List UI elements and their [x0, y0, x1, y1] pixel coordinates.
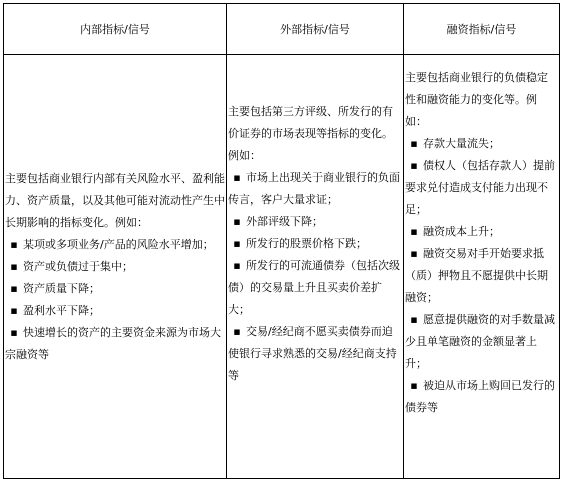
- bullet-icon: ▪: [10, 259, 18, 273]
- list-item-text: 市场上出现关于商业银行的负面传言，客户大量求证；: [228, 171, 400, 206]
- list-item-text: 快速增长的资产的主要资金来源为市场大宗融资等: [5, 325, 221, 361]
- list-item-text: 资产或负债过于集中；: [23, 259, 133, 273]
- list-item: [228, 233, 402, 255]
- list-item: [228, 211, 402, 233]
- list-item: [405, 243, 558, 309]
- bullet-icon: ▪: [410, 159, 418, 172]
- list-item: [228, 255, 402, 321]
- list-item-text: 融资交易对手开始要求抵（质）押物且不愿提供中长期融资；: [405, 247, 548, 304]
- list-item: [5, 234, 225, 256]
- list-item: [228, 321, 402, 387]
- cell-intro: 主要包括商业银行内部有关风险水平、盈利能力、资产质量，以及其他可能对流动性产生中长期影响的指标变化。例如：: [5, 171, 225, 229]
- list-item: [228, 167, 402, 211]
- cell-intro: 主要包括第三方评级、所发行的有价证券的市场表现等指标的变化。例如：: [228, 105, 393, 162]
- bullet-icon: ▪: [10, 237, 18, 251]
- cell-internal: [4, 55, 227, 479]
- list-item-text: 所发行的可流通债券（包括次级债）的交易量上升且买卖价差扩大；: [228, 259, 400, 316]
- list-item-text: 盈利水平下降；: [23, 303, 100, 317]
- list-item: [405, 375, 558, 419]
- liquidity-signals-table: [3, 3, 560, 479]
- list-item-text: 愿意提供融资的对手数量减少且单笔融资的金额显著上升；: [405, 313, 555, 370]
- list-item: [405, 155, 558, 221]
- header-internal: 内部指标/信号: [4, 4, 227, 55]
- bullet-icon: ▪: [233, 215, 241, 228]
- bullet-icon: ▪: [10, 325, 18, 339]
- header-external: 外部指标/信号: [227, 4, 404, 55]
- list-item-text: 融资成本上升；: [423, 225, 500, 238]
- list-item-text: 外部评级下降；: [246, 215, 323, 228]
- cell-financing: [404, 55, 560, 479]
- bullet-icon: ▪: [233, 259, 241, 272]
- list-item-text: 被迫从市场上购回已发行的债券等: [405, 379, 555, 414]
- list-item: [5, 322, 225, 366]
- bullet-icon: ▪: [410, 225, 418, 238]
- bullet-icon: ▪: [410, 313, 418, 326]
- bullet-icon: ▪: [410, 379, 418, 392]
- header-financing: 融资指标/信号: [404, 4, 560, 55]
- bullet-icon: ▪: [10, 303, 18, 317]
- bullet-icon: ▪: [10, 281, 18, 295]
- list-item-text: 所发行的股票价格下跌；: [246, 237, 367, 250]
- bullet-icon: ▪: [233, 171, 241, 184]
- list-item: [5, 256, 225, 278]
- signals-table-wrapper: [3, 3, 559, 479]
- list-item: [405, 133, 558, 155]
- list-item-text: 存款大量流失；: [423, 137, 500, 150]
- list-item-text: 债权人（包括存款人）提前要求兑付造成支付能力出现不足；: [405, 159, 555, 216]
- list-item: [5, 300, 225, 322]
- bullet-icon: ▪: [410, 137, 418, 150]
- bullet-icon: ▪: [410, 247, 418, 260]
- list-item-text: 某项或多项业务/产品的风险水平增加；: [23, 237, 214, 251]
- bullet-icon: ▪: [233, 325, 241, 338]
- list-item: [405, 221, 558, 243]
- list-item-text: 交易/经纪商不愿买卖债券而迫使银行寻求熟悉的交易/经纪商支持等: [228, 325, 397, 382]
- list-item: [5, 278, 225, 300]
- cell-intro: 主要包括商业银行的负债稳定性和融资能力的变化等。例如：: [405, 71, 548, 128]
- table-body-row: [4, 55, 560, 479]
- table-header-row: [4, 4, 560, 55]
- list-item-text: 资产质量下降；: [23, 281, 100, 295]
- cell-external: [227, 55, 404, 479]
- list-item: [405, 309, 558, 375]
- bullet-icon: ▪: [233, 237, 241, 250]
